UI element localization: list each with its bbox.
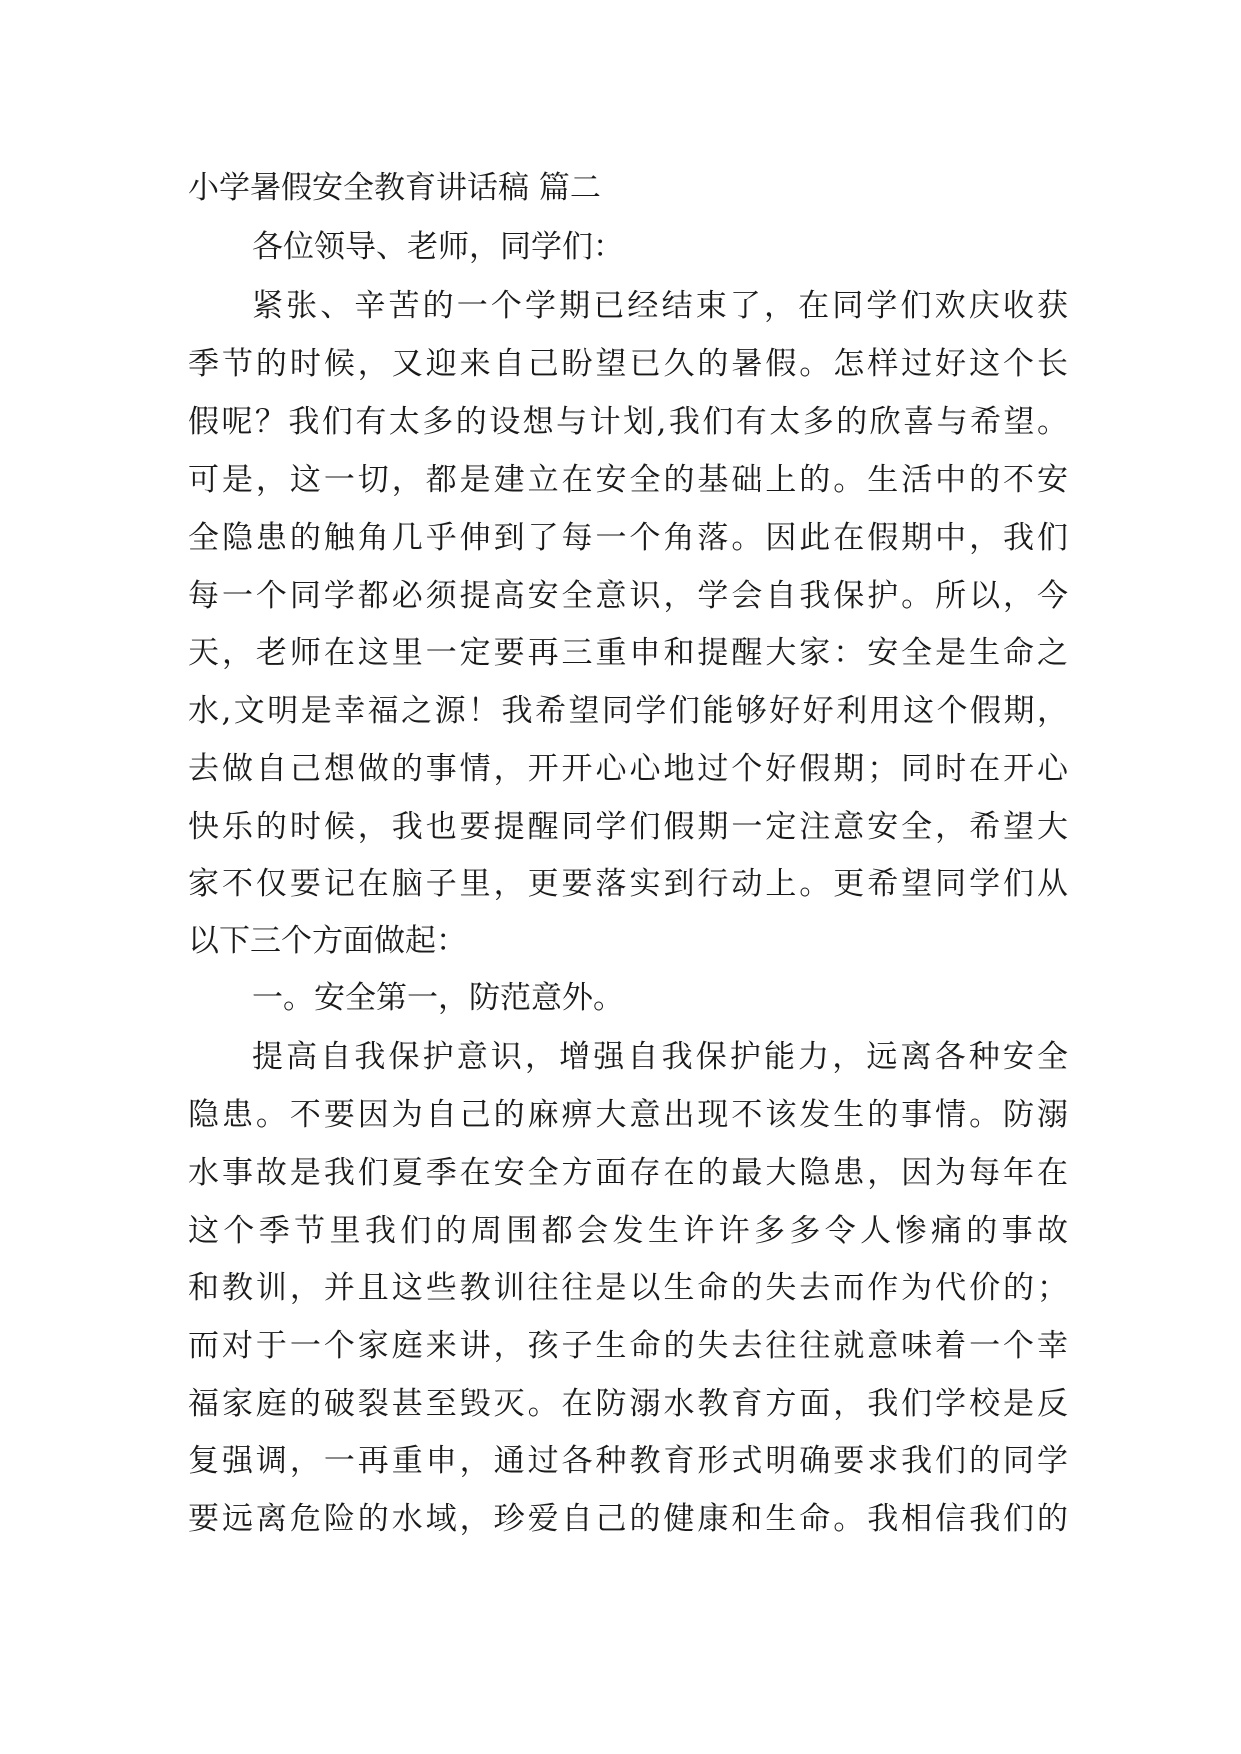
paragraph-1-line: 全隐患的触角几乎伸到了每一个角落。因此在假期中，我们 [188, 520, 1068, 556]
paragraph-1-line: 天，老师在这里一定要再三重申和提醒大家：安全是生命之 [188, 635, 1068, 671]
document-title: 小学暑假安全教育讲话稿 篇二 [188, 170, 601, 206]
paragraph-2-line: 和教训，并且这些教训往往是以生命的失去而作为代价的； [188, 1270, 1068, 1306]
paragraph-1-line: 以下三个方面做起： [188, 923, 467, 959]
paragraph-1-line: 去做自己想做的事情，开开心心地过个好假期；同时在开心 [188, 751, 1068, 787]
paragraph-1-line: 快乐的时候，我也要提醒同学们假期一定注意安全，希望大 [188, 809, 1068, 845]
paragraph-2-line: 复强调，一再重申，通过各种教育形式明确要求我们的同学 [188, 1443, 1068, 1479]
paragraph-1-line: 假呢？我们有太多的设想与计划,我们有太多的欣喜与希望。 [188, 404, 1068, 440]
paragraph-1-line: 紧张、辛苦的一个学期已经结束了，在同学们欢庆收获 [252, 288, 1068, 324]
paragraph-2-line: 而对于一个家庭来讲，孩子生命的失去往往就意味着一个幸 [188, 1328, 1068, 1364]
greeting: 各位领导、老师，同学们： [252, 229, 624, 265]
paragraph-1-line: 水,文明是幸福之源！我希望同学们能够好好利用这个假期， [188, 693, 1068, 729]
paragraph-2-line: 水事故是我们夏季在安全方面存在的最大隐患，因为每年在 [188, 1155, 1068, 1191]
paragraph-1-line: 每一个同学都必须提高安全意识，学会自我保护。所以，今 [188, 578, 1068, 614]
paragraph-1-line: 可是，这一切，都是建立在安全的基础上的。生活中的不安 [188, 462, 1068, 498]
paragraph-2-line: 要远离危险的水域，珍爱自己的健康和生命。我相信我们的 [188, 1501, 1068, 1537]
paragraph-2-line: 隐患。不要因为自己的麻痹大意出现不该发生的事情。防溺 [188, 1097, 1068, 1133]
paragraph-2-line: 提高自我保护意识，增强自我保护能力，远离各种安全 [252, 1039, 1068, 1075]
paragraph-2-line: 福家庭的破裂甚至毁灭。在防溺水教育方面，我们学校是反 [188, 1386, 1068, 1422]
paragraph-2-line: 这个季节里我们的周围都会发生许许多多令人惨痛的事故 [188, 1213, 1068, 1249]
paragraph-1-line: 季节的时候，又迎来自己盼望已久的暑假。怎样过好这个长 [188, 346, 1068, 382]
paragraph-1-line: 家不仅要记在脑子里，更要落实到行动上。更希望同学们从 [188, 866, 1068, 902]
section-1-heading: 一。安全第一，防范意外。 [252, 980, 624, 1016]
